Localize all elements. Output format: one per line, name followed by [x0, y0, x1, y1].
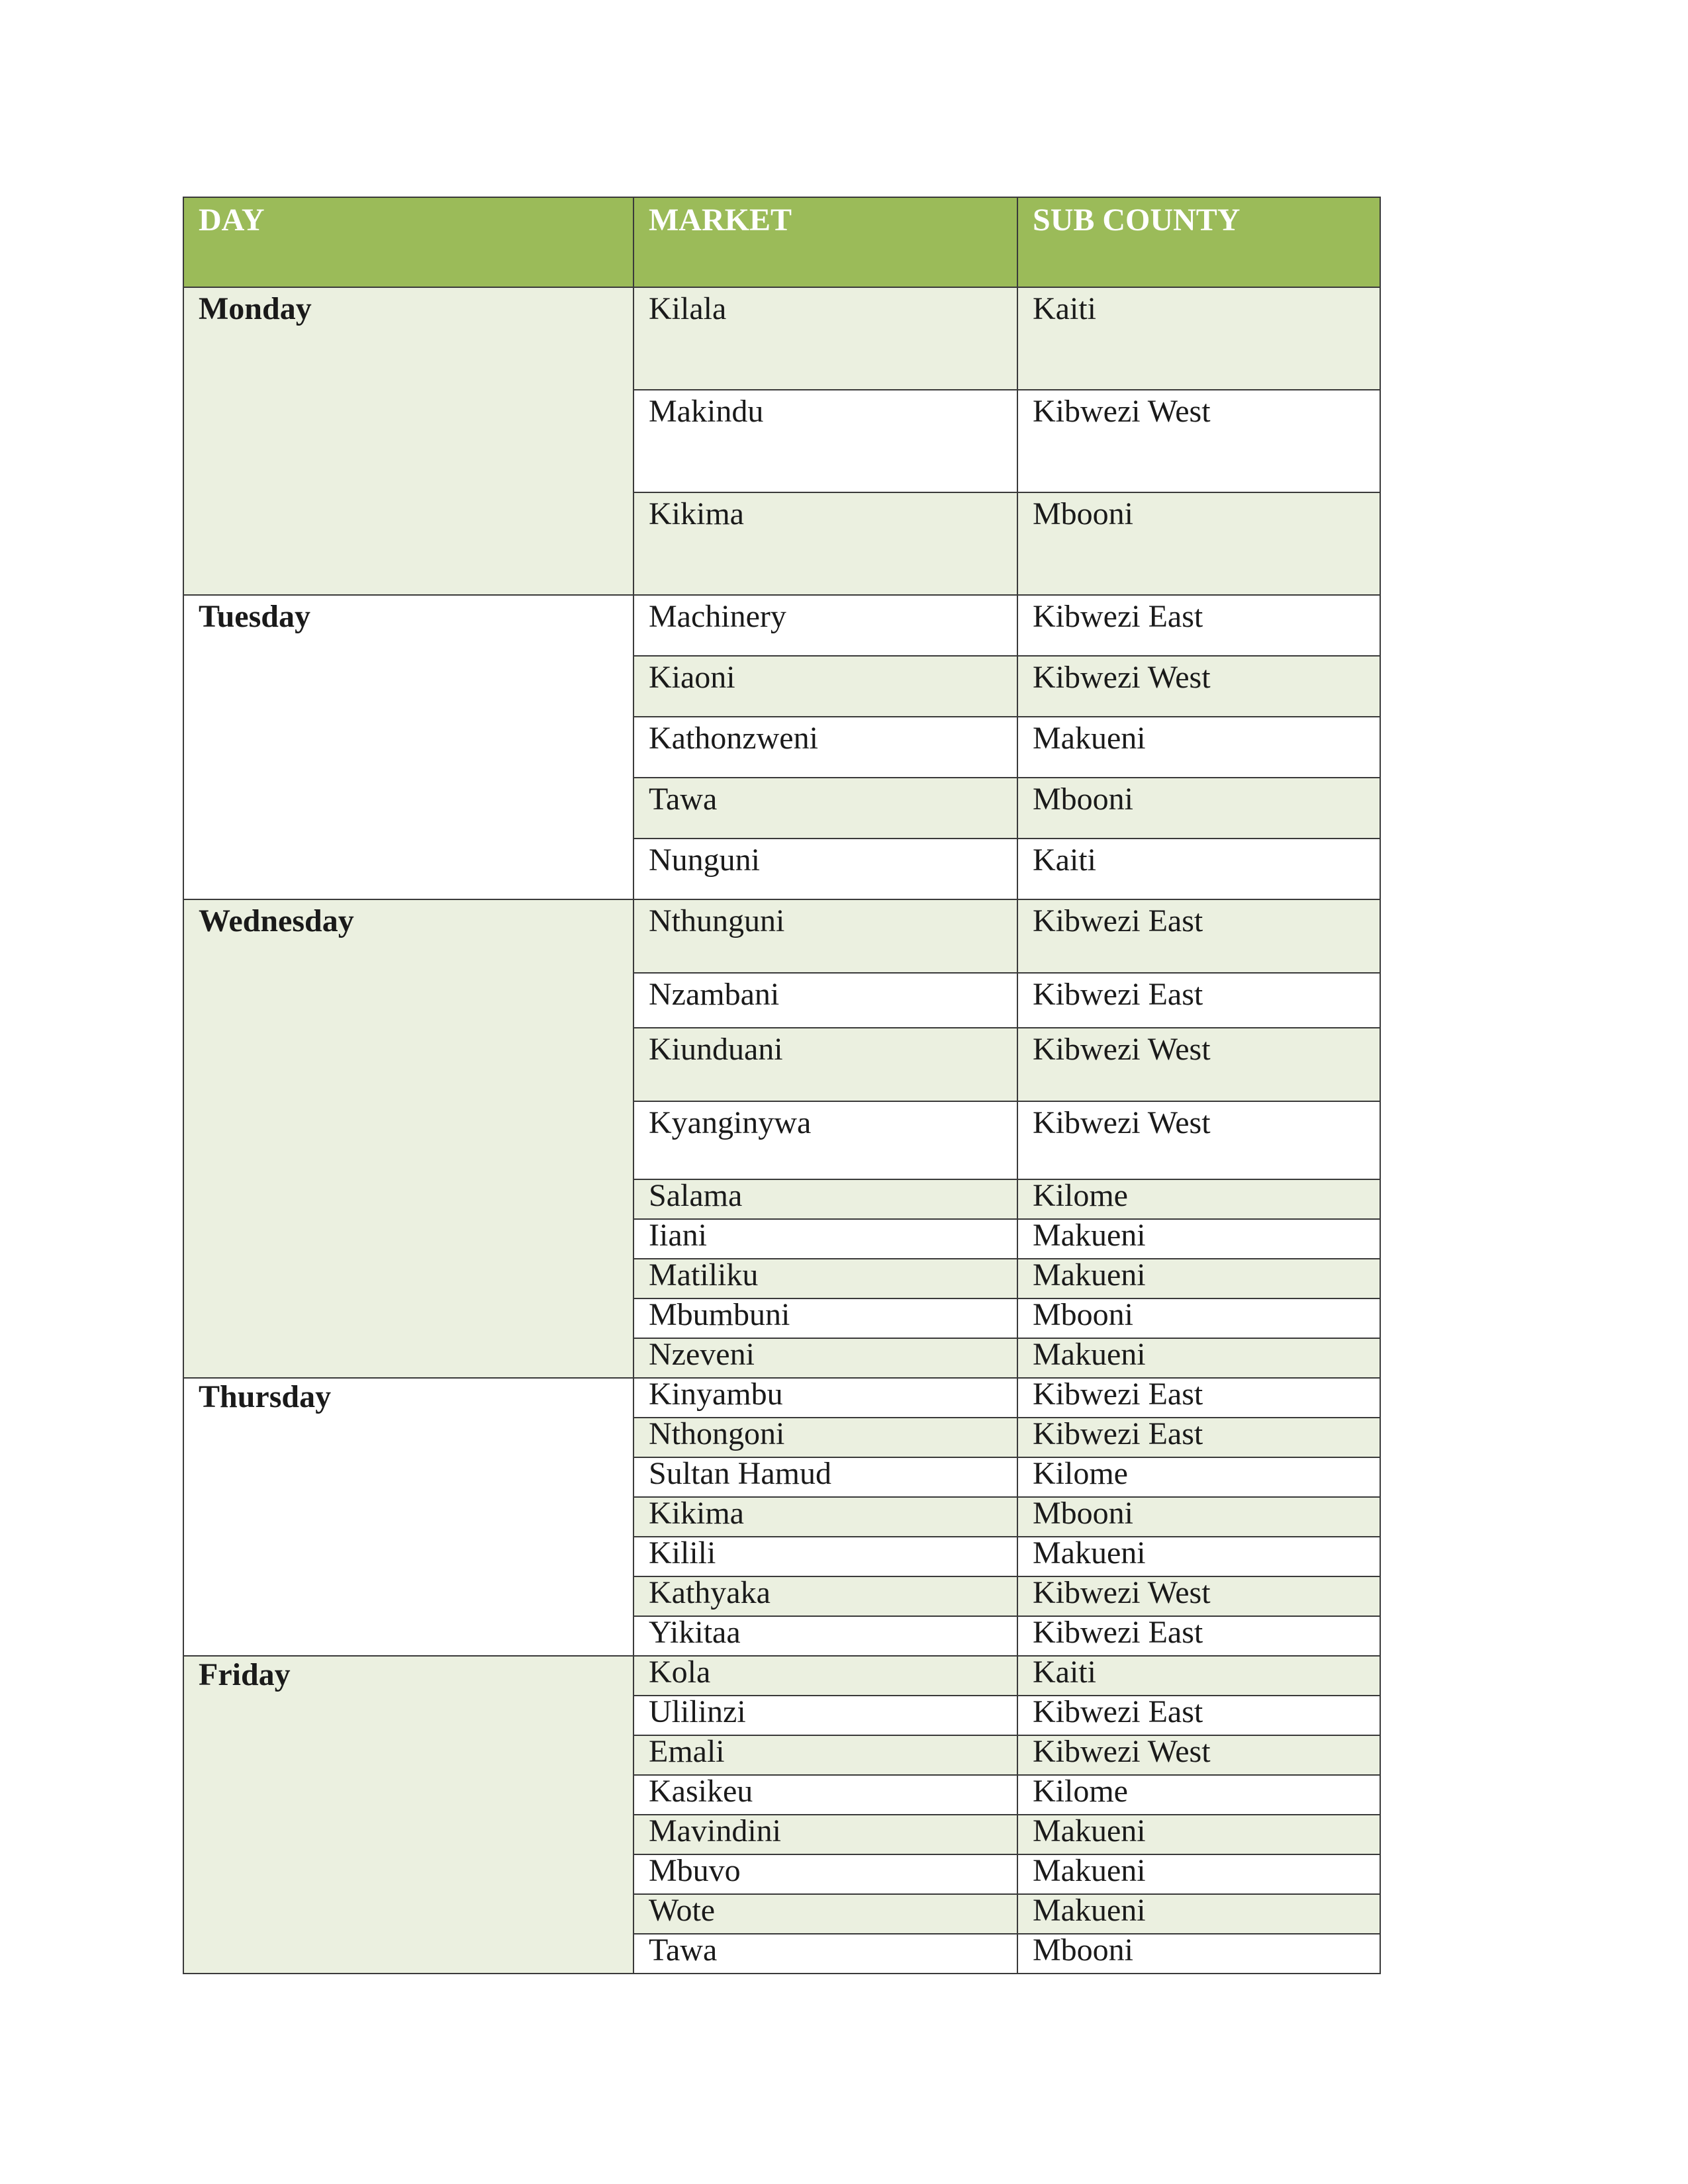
market-cell: Yikitaa [633, 1616, 1017, 1656]
market-cell: Nthongoni [633, 1418, 1017, 1457]
day-cell-friday: Friday [183, 1656, 633, 1974]
day-cell-wednesday: Wednesday [183, 899, 633, 1378]
header-sub-county: SUB COUNTY [1017, 197, 1380, 287]
market-cell: Mavindini [633, 1815, 1017, 1854]
table-row [183, 595, 1380, 656]
market-cell: Makindu [633, 390, 1017, 492]
market-cell: Kasikeu [633, 1775, 1017, 1815]
sub-county-cell: Kibwezi West [1017, 656, 1380, 717]
sub-county-cell: Kibwezi West [1017, 1576, 1380, 1616]
market-cell: Kikima [633, 492, 1017, 595]
table-row [183, 1656, 1380, 1696]
sub-county-cell: Kibwezi East [1017, 1616, 1380, 1656]
market-cell: Machinery [633, 595, 1017, 656]
sub-county-cell: Kibwezi West [1017, 1735, 1380, 1775]
market-schedule-table [183, 197, 1381, 1974]
sub-county-cell: Mbooni [1017, 778, 1380, 839]
sub-county-cell: Makueni [1017, 1854, 1380, 1894]
sub-county-cell: Makueni [1017, 1259, 1380, 1298]
market-cell: Mbuvo [633, 1854, 1017, 1894]
sub-county-cell: Kibwezi East [1017, 595, 1380, 656]
sub-county-cell: Kilome [1017, 1179, 1380, 1219]
market-cell: Kathonzweni [633, 717, 1017, 778]
sub-county-cell: Makueni [1017, 717, 1380, 778]
sub-county-cell: Kibwezi East [1017, 1418, 1380, 1457]
sub-county-cell: Kibwezi East [1017, 973, 1380, 1028]
market-cell: Kola [633, 1656, 1017, 1696]
market-cell: Emali [633, 1735, 1017, 1775]
sub-county-cell: Kibwezi West [1017, 1028, 1380, 1101]
sub-county-cell: Mbooni [1017, 1298, 1380, 1338]
sub-county-cell: Kilome [1017, 1457, 1380, 1497]
market-cell: Kilala [633, 287, 1017, 390]
market-cell: Ulilinzi [633, 1696, 1017, 1735]
market-cell: Sultan Hamud [633, 1457, 1017, 1497]
sub-county-cell: Kibwezi East [1017, 899, 1380, 973]
day-cell-tuesday: Tuesday [183, 595, 633, 899]
market-cell: Mbumbuni [633, 1298, 1017, 1338]
sub-county-cell: Kaiti [1017, 287, 1380, 390]
market-cell: Kilili [633, 1537, 1017, 1576]
sub-county-cell: Kibwezi East [1017, 1378, 1380, 1418]
day-cell-monday: Monday [183, 287, 633, 595]
sub-county-cell: Makueni [1017, 1815, 1380, 1854]
header-market: MARKET [633, 197, 1017, 287]
table-header-row [183, 197, 1380, 287]
market-cell: Kikima [633, 1497, 1017, 1537]
day-cell-thursday: Thursday [183, 1378, 633, 1656]
sub-county-cell: Mbooni [1017, 1934, 1380, 1974]
market-cell: Kathyaka [633, 1576, 1017, 1616]
sub-county-cell: Mbooni [1017, 492, 1380, 595]
market-cell: Nzeveni [633, 1338, 1017, 1378]
sub-county-cell: Kibwezi West [1017, 390, 1380, 492]
market-cell: Kiaoni [633, 656, 1017, 717]
sub-county-cell: Mbooni [1017, 1497, 1380, 1537]
market-cell: Tawa [633, 1934, 1017, 1974]
market-cell: Wote [633, 1894, 1017, 1934]
market-cell: Kiunduani [633, 1028, 1017, 1101]
market-cell: Matiliku [633, 1259, 1017, 1298]
table-row [183, 287, 1380, 390]
market-cell: Kyanginywa [633, 1101, 1017, 1179]
table-row [183, 899, 1380, 973]
sub-county-cell: Makueni [1017, 1537, 1380, 1576]
sub-county-cell: Kaiti [1017, 839, 1380, 899]
sub-county-cell: Kibwezi West [1017, 1101, 1380, 1179]
market-cell: Nunguni [633, 839, 1017, 899]
market-cell: Tawa [633, 778, 1017, 839]
market-cell: Kinyambu [633, 1378, 1017, 1418]
market-cell: Iiani [633, 1219, 1017, 1259]
market-cell: Nzambani [633, 973, 1017, 1028]
sub-county-cell: Makueni [1017, 1894, 1380, 1934]
sub-county-cell: Makueni [1017, 1219, 1380, 1259]
sub-county-cell: Kilome [1017, 1775, 1380, 1815]
market-cell: Nthunguni [633, 899, 1017, 973]
sub-county-cell: Kibwezi East [1017, 1696, 1380, 1735]
header-day: DAY [183, 197, 633, 287]
sub-county-cell: Makueni [1017, 1338, 1380, 1378]
table-row [183, 1378, 1380, 1418]
sub-county-cell: Kaiti [1017, 1656, 1380, 1696]
market-cell: Salama [633, 1179, 1017, 1219]
